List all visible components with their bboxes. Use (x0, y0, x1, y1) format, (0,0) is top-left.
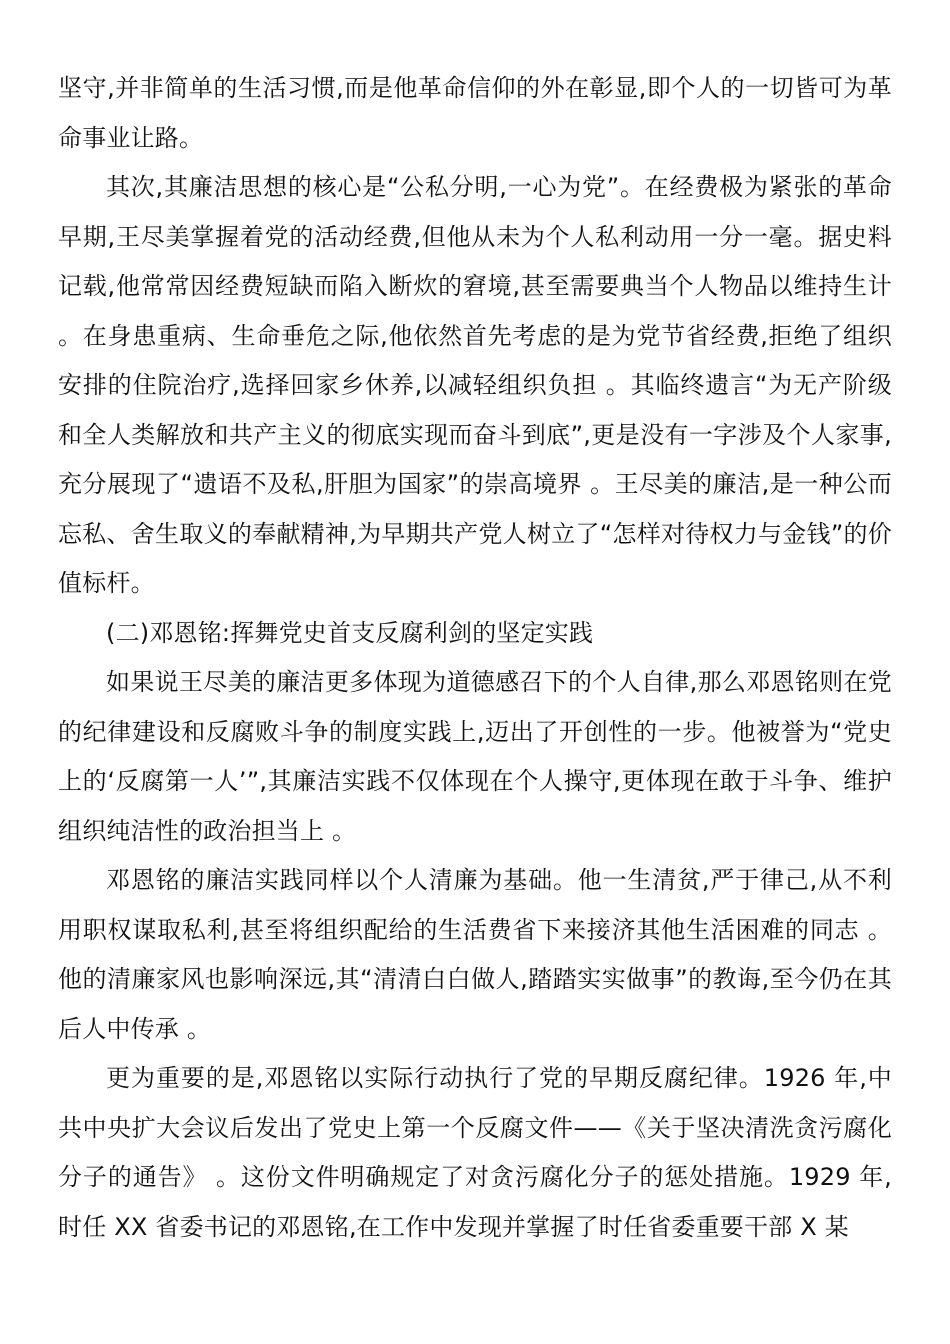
paragraph-deng-enming-personal-integrity: 邓恩铭的廉洁实践同样以个人清廉为基础。他一生清贫,严于律己,从不利用职权谋取私利,甚至将组织配给的生活费省下来接济其他生活困难的同志 。他的清廉家风也影响深远,其“清清白白做人,踏踏实实做事”的教诲,至今仍在其后人中传承 。 (58, 866, 892, 1043)
paragraph-wang-jinmei-integrity-core: 其次,其廉洁思想的核心是“公私分明,一心为党”。在经费极为紧张的革命早期,王尽美掌握着党的活动经费,但他从未为个人私利动用一分一毫。据史料记载,他常常因经费短缺而陷入断炊的窘境,甚至需要典当个人物品以维持生计 。在身患重病、生命垂危之际,他依然首先考虑的是为党节省经费,拒绝了组织安排的住院治疗,选择回家乡休养,以减轻组织负担 。其临终遗言“为无产阶级和全人类解放和共产主义的彻底实现而奋斗到底”,更是没有一字涉及个人家事,充分展现了“遗语不及私,肝胆为国家”的崇高境界 。王尽美的廉洁,是一种公而忘私、舍生取义的奉献精神,为早期共产党人树立了“怎样对待权力与金钱”的价值标杆。 (58, 173, 892, 597)
document-page (58, 64, 892, 1252)
paragraph-deng-enming-anti-corruption: 更为重要的是,邓恩铭以实际行动执行了党的早期反腐纪律。1926 年,中共中央扩大会议后发出了党史上第一个反腐文件——《关于坚决清洗贪污腐化分子的通告》 。这份文件明确规定了对贪污腐化分子的惩处措施。1929 年,时任 XX 省委书记的邓恩铭,在工作中发现并掌握了时任省委重要干部 X 某 (58, 1064, 892, 1241)
section-heading-deng-enming: (二)邓恩铭:挥舞党史首支反腐利剑的坚定实践 (106, 618, 594, 647)
paragraph-deng-enming-intro: 如果说王尽美的廉洁更多体现为道德感召下的个人自律,那么邓恩铭则在党的纪律建设和反腐败斗争的制度实践上,迈出了开创性的一步。他被誉为“党史上的‘反腐第一人’”,其廉洁实践不仅体现在个人操守,更体现在敢于斗争、维护组织纯洁性的政治担当上 。 (58, 668, 892, 845)
paragraph-continuation: 坚守,并非简单的生活习惯,而是他革命信仰的外在彰显,即个人的一切皆可为革命事业让路。 (58, 74, 892, 152)
